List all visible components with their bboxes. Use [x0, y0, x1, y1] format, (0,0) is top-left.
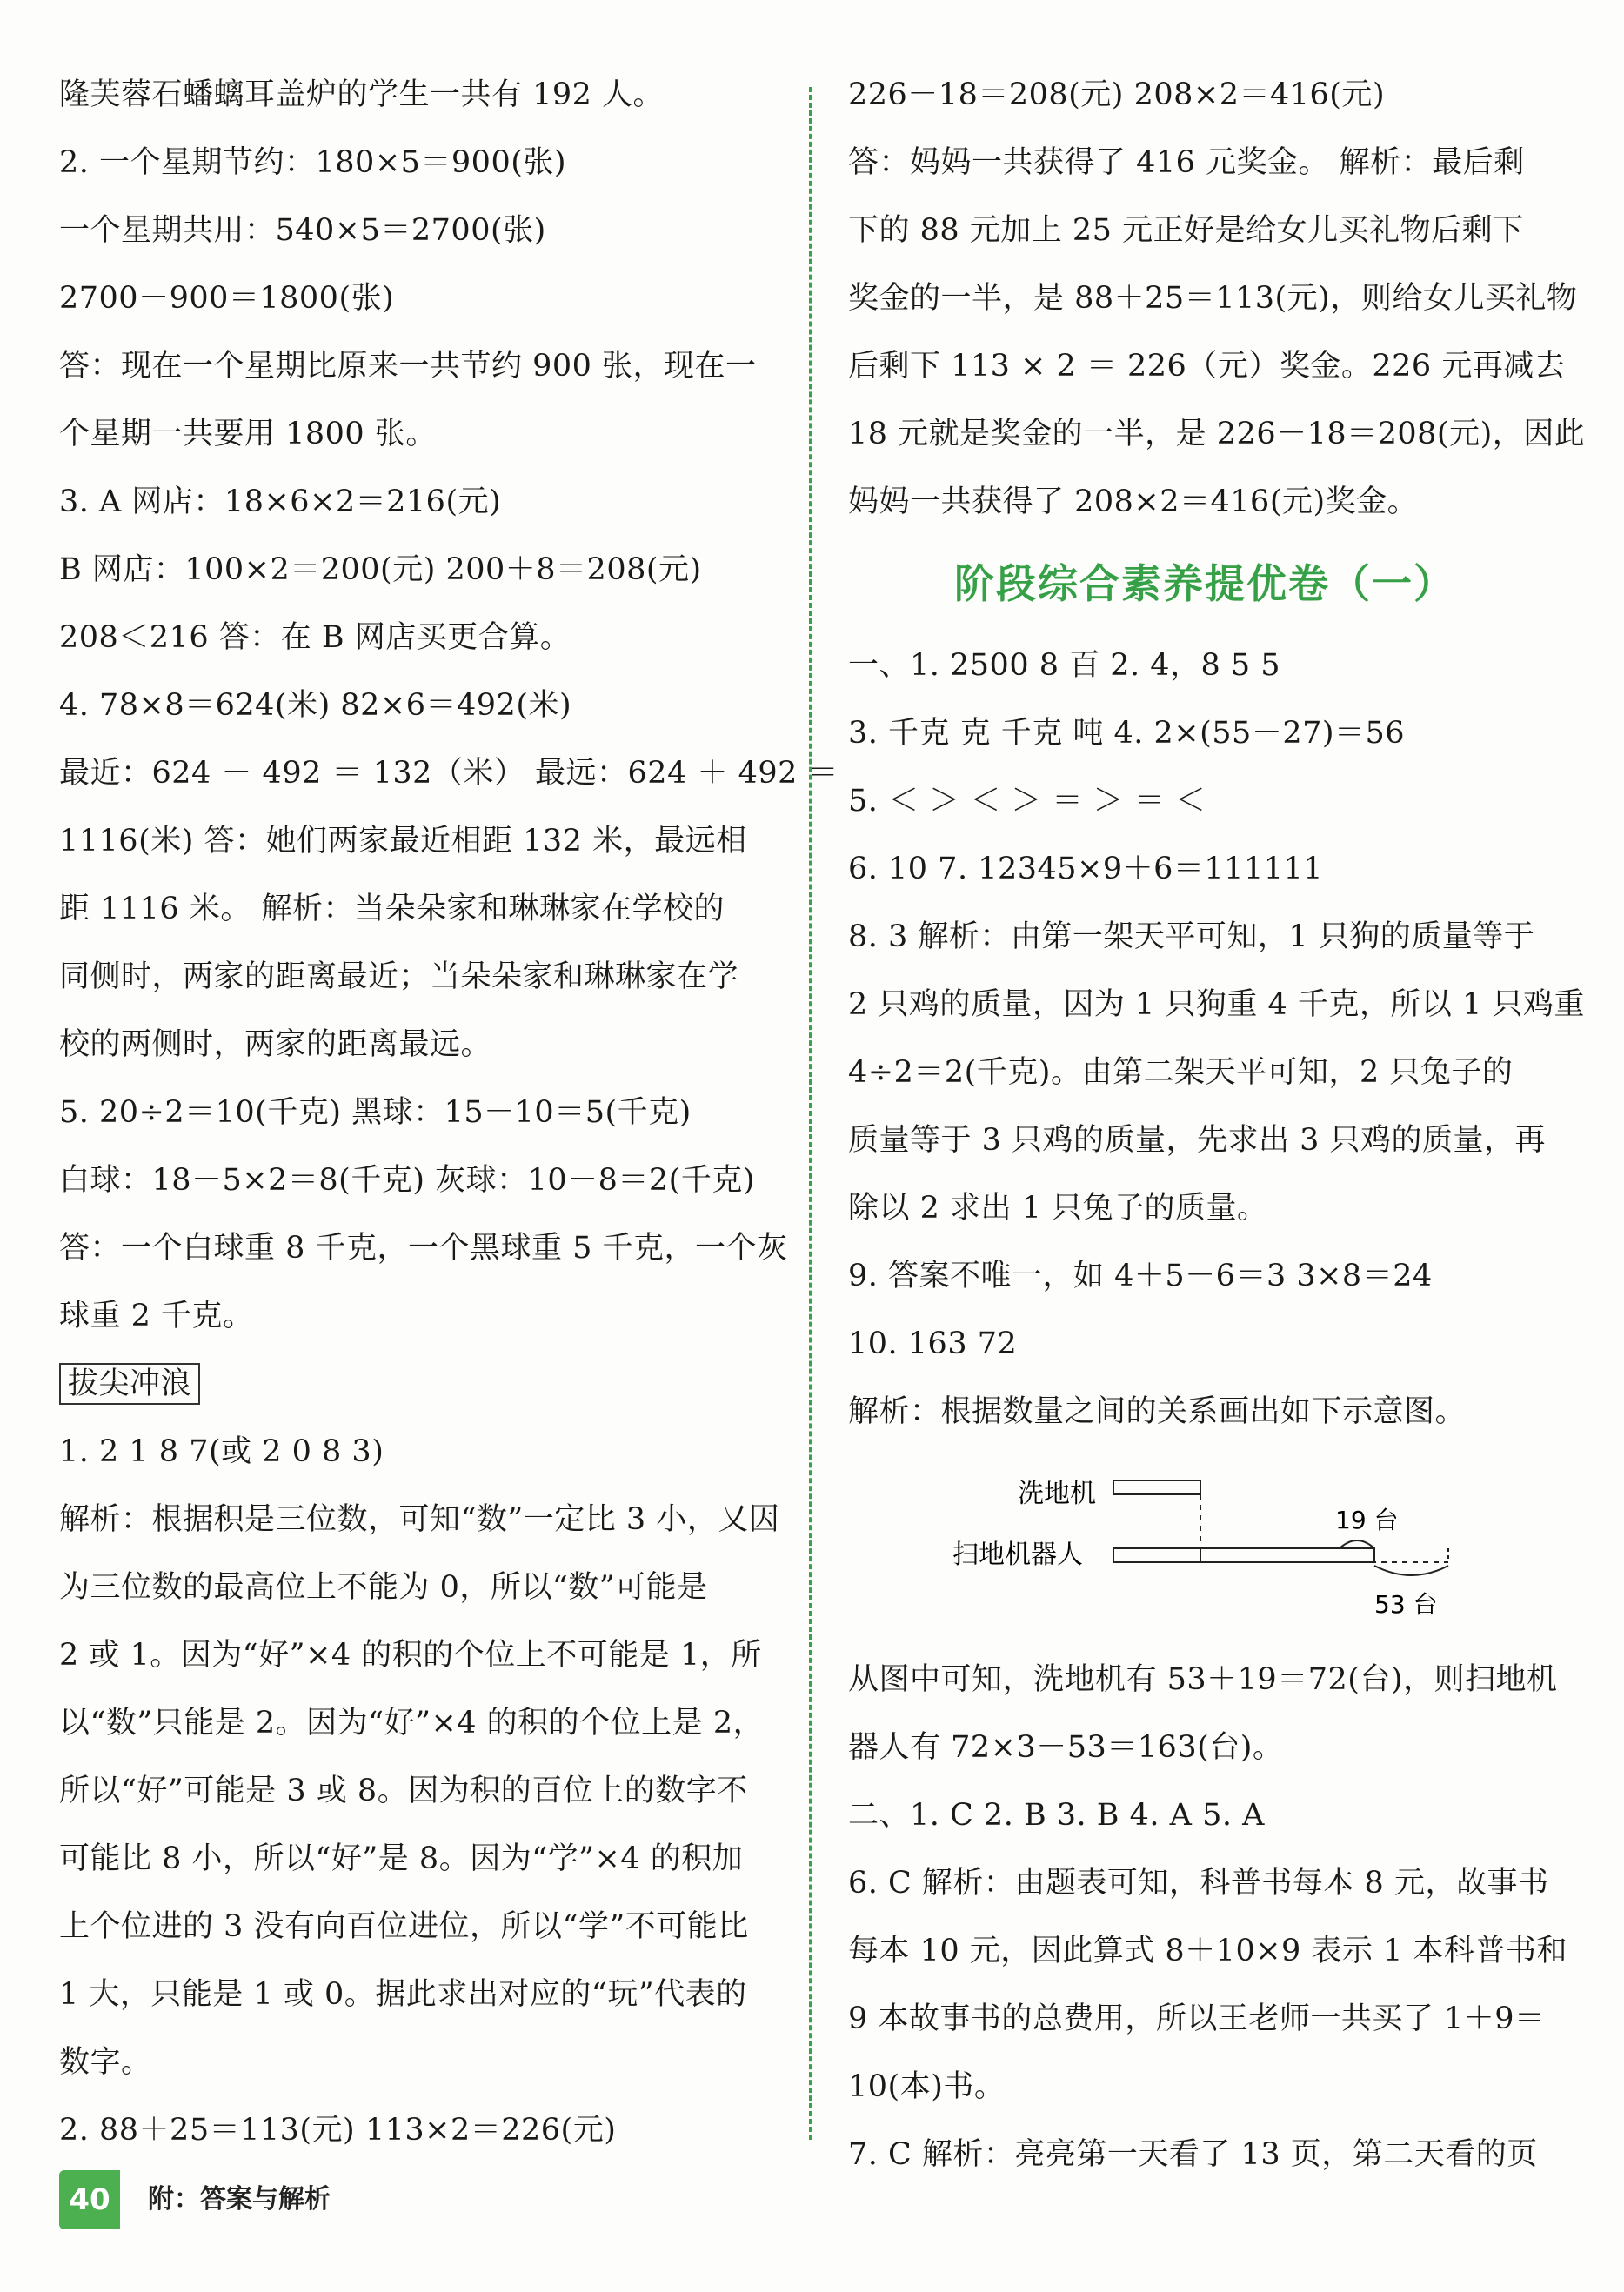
text-line: 4÷2＝2(千克)。由第二架天平可知，2 只兔子的	[848, 1055, 1514, 1090]
page-number: 40	[59, 2170, 120, 2229]
line-segment-diagram	[848, 1446, 1561, 1646]
column-divider	[809, 87, 812, 2140]
text-line: 一个星期共用：540×5＝2700(张)	[59, 213, 546, 248]
text-line: 以“数”只能是 2。因为“好”×4 的积的个位上是 2，	[59, 1706, 765, 1741]
text-line: 5. ＜ ＞ ＜ ＞ ＝ ＞ ＝ ＜	[848, 784, 1206, 819]
text-line: 校的两侧时，两家的距离最远。	[59, 1027, 492, 1062]
text-line: 2. 88＋25＝113(元) 113×2＝226(元)	[59, 2113, 617, 2148]
left-column	[59, 61, 839, 2164]
text-line: 4. 78×8＝624(米) 82×6＝492(米)	[59, 688, 572, 723]
text-line: 3. A 网店：18×6×2＝216(元)	[59, 484, 502, 519]
diagram-label-19: 19 台	[1335, 1506, 1399, 1534]
text-line: 6. 10 7. 12345×9＋6＝111111	[848, 852, 1324, 886]
text-line: 二、1. C 2. B 3. B 4. A 5. A	[848, 1798, 1265, 1833]
text-line: 距 1116 米。 解析：当朵朵家和琳琳家在学校的	[59, 892, 725, 926]
text-line: 所以“好”可能是 3 或 8。因为积的百位上的数字不	[59, 1774, 748, 1808]
text-line: 1 大，只能是 1 或 0。据此求出对应的“玩”代表的	[59, 1977, 747, 2012]
text-line: 解析：根据数量之间的关系画出如下示意图。	[848, 1394, 1467, 1429]
text-line: 1116(米) 答：她们两家最近相距 132 米，最远相	[59, 824, 747, 859]
text-line: 上个位进的 3 没有向百位进位，所以“学”不可能比	[59, 1909, 749, 1944]
text-line: 下的 88 元加上 25 元正好是给女儿买礼物后剩下	[848, 213, 1524, 248]
footer-label: 附：答案与解析	[148, 2184, 331, 2215]
text-line: 5. 20÷2＝10(千克) 黑球：15－10＝5(千克)	[59, 1095, 692, 1130]
text-line: 9. 答案不唯一，如 4＋5－6＝3 3×8＝24	[848, 1259, 1433, 1293]
text-line: 妈妈一共获得了 208×2＝416(元)奖金。	[848, 484, 1419, 519]
text-line: 9 本故事书的总费用，所以王老师一共买了 1＋9＝	[848, 2001, 1546, 2036]
diagram-svg	[848, 1446, 1561, 1646]
text-line: 7. C 解析：亮亮第一天看了 13 页，第二天看的页	[848, 2137, 1538, 2172]
diagram-label-53: 53 台	[1374, 1590, 1438, 1619]
text-line: 2700－900＝1800(张)	[59, 281, 395, 316]
diagram-label-robot: 扫地机器人	[952, 1540, 1083, 1570]
text-line: 个星期一共要用 1800 张。	[59, 417, 437, 451]
text-line: 3. 千克 克 千克 吨 4. 2×(55－27)＝56	[848, 716, 1406, 751]
text-line: 2. 一个星期节约：180×5＝900(张)	[59, 145, 567, 180]
text-line: 一、1. 2500 8 百 2. 4，8 5 5	[848, 648, 1281, 683]
text-line: B 网店：100×2＝200(元) 200＋8＝208(元)	[59, 552, 702, 587]
text-line: 同侧时，两家的距离最近；当朵朵家和琳琳家在学	[59, 959, 739, 994]
text-line: 数字。	[59, 2045, 152, 2080]
text-line: 答：现在一个星期比原来一共节约 900 张，现在一	[59, 349, 757, 384]
text-line: 226－18＝208(元) 208×2＝416(元)	[848, 77, 1386, 112]
text-line: 为三位数的最高位上不能为 0，所以“数”可能是	[59, 1570, 708, 1605]
exam-title: 阶段综合素养提优卷（一）	[954, 560, 1455, 607]
text-line: 6. C 解析：由题表可知，科普书每本 8 元，故事书	[848, 1866, 1549, 1901]
text-line: 8. 3 解析：由第一架天平可知，1 只狗的质量等于	[848, 919, 1535, 954]
text-line: 后剩下 113 × 2 ＝ 226（元）奖金。226 元再减去	[848, 349, 1566, 384]
text-line: 18 元就是奖金的一半，是 226－18＝208(元)，因此	[848, 417, 1586, 451]
text-line: 球重 2 千克。	[59, 1299, 254, 1333]
text-line: 从图中可知，洗地机有 53＋19＝72(台)，则扫地机	[848, 1662, 1558, 1697]
right-column	[848, 61, 1586, 2188]
text-line: 隆芙蓉石蟠螭耳盖炉的学生一共有 192 人。	[59, 77, 665, 112]
text-line: 10. 163 72	[848, 1326, 1018, 1361]
text-line: 最近：624 － 492 ＝ 132（米） 最远：624 ＋ 492 ＝	[59, 756, 839, 791]
text-line: 奖金的一半，是 88＋25＝113(元)，则给女儿买礼物	[848, 281, 1578, 316]
brace-53	[1374, 1566, 1448, 1575]
section-heading-line	[59, 1350, 781, 1418]
robot-bar	[1113, 1548, 1374, 1562]
text-line: 可能比 8 小，所以“好”是 8。因为“学”×4 的积加	[59, 1841, 744, 1876]
text-line: 2 只鸡的质量，因为 1 只狗重 4 千克，所以 1 只鸡重	[848, 987, 1585, 1022]
brace-19	[1340, 1540, 1374, 1548]
text-line: 答：一个白球重 8 千克，一个黑球重 5 千克，一个灰	[59, 1231, 788, 1266]
text-line: 答：妈妈一共获得了 416 元奖金。 解析：最后剩	[848, 145, 1525, 180]
text-line: 除以 2 求出 1 只兔子的质量。	[848, 1191, 1268, 1226]
text-line: 208＜216 答：在 B 网店买更合算。	[59, 620, 571, 655]
text-line: 2 或 1。因为“好”×4 的积的个位上不可能是 1，所	[59, 1638, 762, 1673]
section-heading: 拔尖冲浪	[59, 1363, 198, 1405]
diagram-label-washer: 洗地机	[1018, 1479, 1096, 1509]
text-line: 器人有 72×3－53＝163(台)。	[848, 1730, 1284, 1765]
text-line: 每本 10 元，因此算式 8＋10×9 表示 1 本科普书和	[848, 1934, 1567, 1968]
washer-bar	[1113, 1480, 1200, 1494]
text-line: 1. 2 1 8 7(或 2 0 8 3)	[59, 1434, 384, 1469]
text-line: 质量等于 3 只鸡的质量，先求出 3 只鸡的质量，再	[848, 1123, 1547, 1158]
text-line: 解析：根据积是三位数，可知“数”一定比 3 小，又因	[59, 1502, 780, 1537]
text-line: 白球：18－5×2＝8(千克) 灰球：10－8＝2(千克)	[59, 1163, 755, 1198]
text-line: 10(本)书。	[848, 2069, 1006, 2104]
